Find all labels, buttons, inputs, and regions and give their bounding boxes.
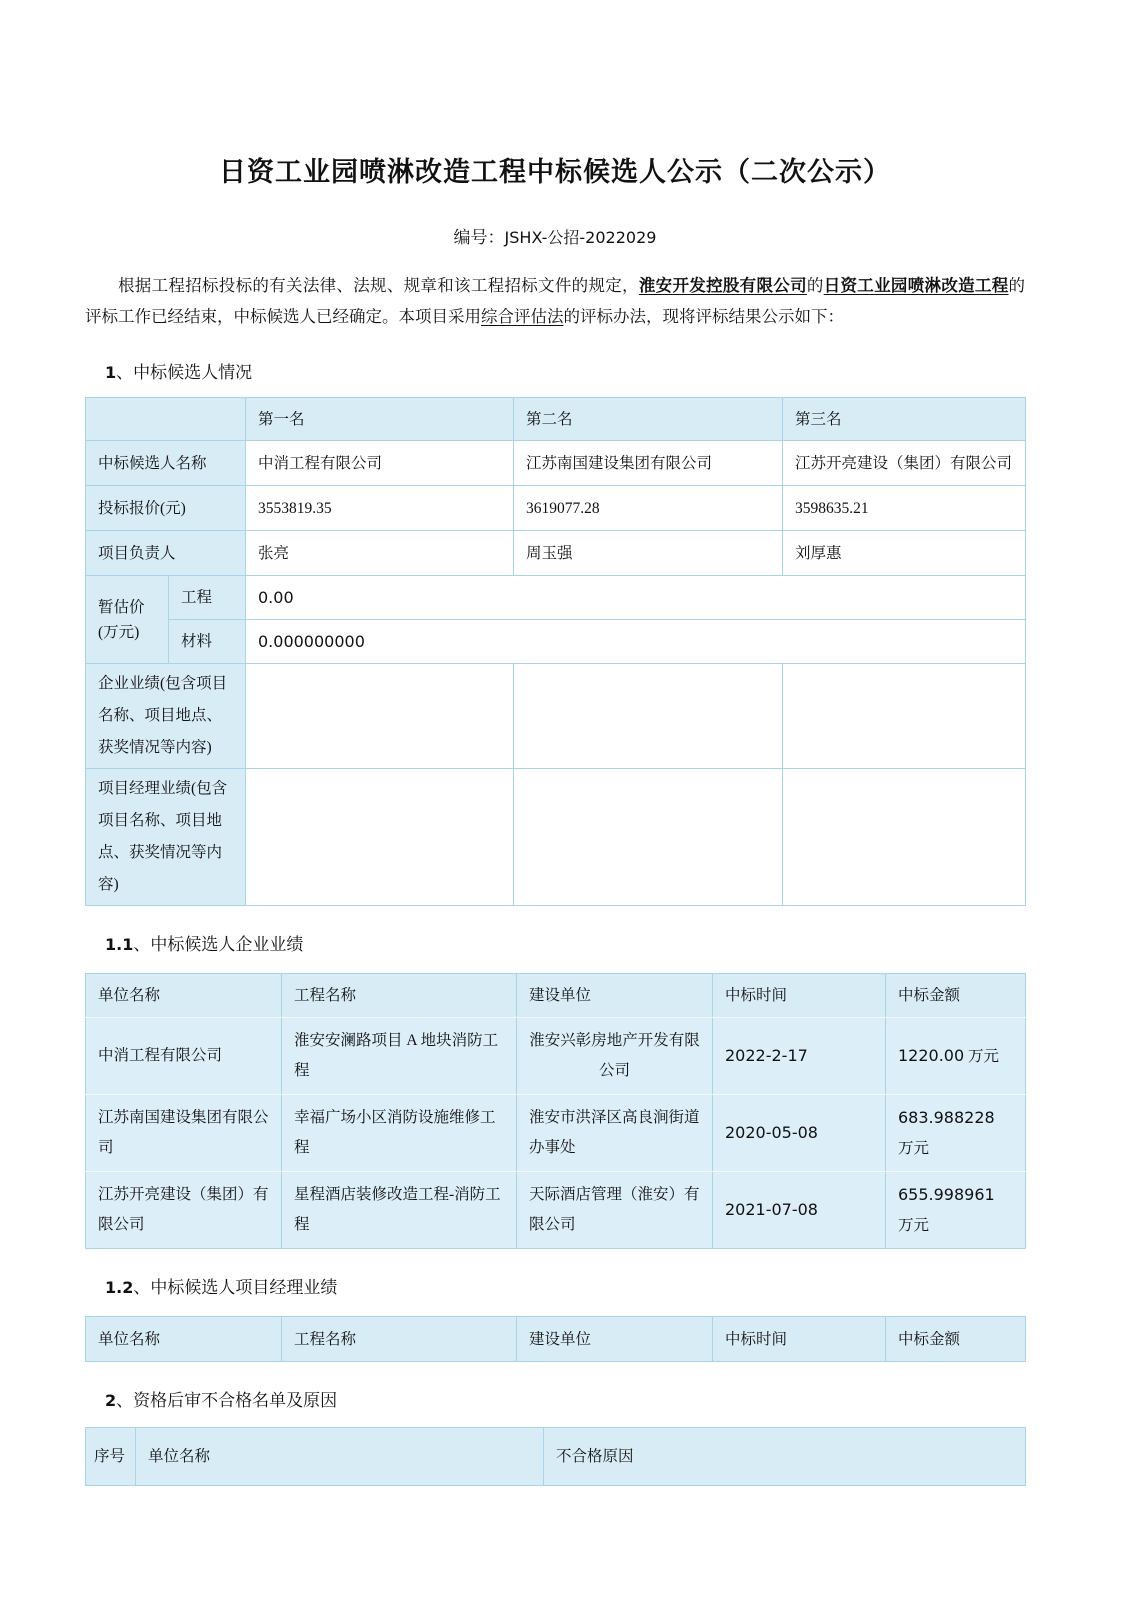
section-1-number: 1 [105,363,117,382]
col-header-index: 序号 [86,1428,136,1486]
bid-price-row [86,486,1026,531]
row-label-project-leader: 项目负责人 [86,531,246,576]
col-header-builder-2: 建设单位 [517,1317,713,1362]
col-header-amount: 中标金额 [886,974,1026,1018]
page-title: 日资工业园喷淋改造工程中标候选人公示（二次公示） [219,157,891,187]
section-1-1-number: 1.1 [105,935,134,954]
estimate-sub-label-engineering: 工程 [169,576,246,620]
candidate-2-enterprise-performance [514,664,783,769]
section-1-heading [105,358,1025,383]
intro-text-3: 的评标工作已经结束，中标候选人已经确定。本项目采用 [85,276,1026,326]
col-header-date: 中标时间 [713,974,886,1018]
performance-row-3 [86,1172,1026,1249]
manager-performance-row [86,769,1026,906]
performance-3-project: 星程酒店装修改造工程-消防工程 [282,1172,517,1249]
section-1-2-heading [105,1273,1025,1298]
performance-1-amount-value: 1220.00 [898,1045,965,1065]
candidate-2-price: 3619077.28 [514,486,783,531]
performance-row-1 [86,1018,1026,1095]
document-number [85,223,1025,248]
candidate-3-enterprise-performance [783,664,1026,769]
performance-2-project: 幸福广场小区消防设施维修工程 [282,1095,517,1172]
candidate-1-enterprise-performance [246,664,514,769]
candidate-2-name: 江苏南国建设集团有限公司 [514,441,783,486]
performance-1-amount-unit: 万元 [968,1047,1000,1065]
section-2-number: 2 [105,1391,117,1410]
estimate-engineering-value: 0.00 [246,576,1026,620]
row-label-enterprise-performance: 企业业绩(包含项目名称、项目地点、获奖情况等内容) [86,664,246,769]
section-2-title: 、资格后审不合格名单及原因 [116,1391,338,1410]
section-1-title: 、中标候选人情况 [116,363,253,382]
col-header-disqualified-company: 单位名称 [136,1428,544,1486]
tenderer-name-underlined: 淮安开发控股有限公司 [638,276,807,295]
performance-3-amount-value: 655.998961 [898,1184,995,1204]
section-1-1-heading [105,930,1025,955]
disqualified-header-row [86,1428,1026,1486]
performance-2-amount [886,1095,1026,1172]
project-name-underlined: 日资工业园喷淋改造工程 [823,276,1009,295]
performance-2-amount-unit: 万元 [898,1139,930,1157]
intro-text-2: 的 [806,276,824,295]
manager-performance-table [85,1316,1026,1362]
disqualified-table [85,1427,1026,1486]
performance-row-2 [86,1095,1026,1172]
performance-3-builder: 天际酒店管理（淮安）有限公司 [517,1172,713,1249]
row-label-estimate [86,576,169,664]
candidate-1-leader: 张亮 [246,531,514,576]
performance-1-company: 中消工程有限公司 [86,1018,282,1095]
rank3-header: 第三名 [783,398,1026,441]
candidate-2-manager-performance [514,769,783,906]
project-leader-row [86,531,1026,576]
candidate-name-row [86,441,1026,486]
candidate-3-manager-performance [783,769,1026,906]
col-header-project: 工程名称 [282,974,517,1018]
col-header-builder: 建设单位 [517,974,713,1018]
estimate-engineering-row [86,576,1026,620]
candidates-header-row [86,398,1026,441]
performance-2-company: 江苏南国建设集团有限公司 [86,1095,282,1172]
performance-3-amount-unit: 万元 [898,1216,930,1234]
rank1-header: 第一名 [246,398,514,441]
notice-document [85,0,1025,1486]
estimate-sub-label-material: 材料 [169,620,246,664]
col-header-company: 单位名称 [86,974,282,1018]
enterprise-performance-header-row [86,974,1026,1018]
candidate-1-manager-performance [246,769,514,906]
candidate-3-leader: 刘厚惠 [783,531,1026,576]
performance-3-amount [886,1172,1026,1249]
performance-2-builder: 淮安市洪泽区高良涧街道办事处 [517,1095,713,1172]
rank2-header: 第二名 [514,398,783,441]
enterprise-performance-row [86,664,1026,769]
col-header-date-2: 中标时间 [713,1317,886,1362]
intro-text-1: 根据工程招标投标的有关法律、法规、规章和该工程招标文件的规定， [118,276,639,295]
corner-cell [86,398,246,441]
section-2-heading [105,1386,1025,1411]
intro-text-4: 的评标办法，现将评标结果公示如下： [563,307,844,326]
col-header-company-2: 单位名称 [86,1317,282,1362]
section-1-2-title: 、中标候选人项目经理业绩 [133,1278,338,1297]
section-1-1-title: 、中标候选人企业业绩 [133,935,304,954]
candidate-2-leader: 周玉强 [514,531,783,576]
performance-1-project: 淮安安澜路项目 A 地块消防工程 [282,1018,517,1095]
row-label-bid-price: 投标报价(元) [86,486,246,531]
col-header-reason: 不合格原因 [544,1428,1026,1486]
candidates-table [85,397,1026,906]
document-number-value: JSHX-公招-2022029 [504,228,657,247]
performance-1-builder: 淮安兴彰房地产开发有限公司 [517,1018,713,1095]
section-1-2-number: 1.2 [105,1278,134,1297]
performance-2-amount-value: 683.988228 [898,1107,995,1127]
performance-3-date: 2021-07-08 [713,1172,886,1249]
estimate-label-line2: (万元) [98,623,140,641]
candidate-1-price: 3553819.35 [246,486,514,531]
row-label-candidate-name: 中标候选人名称 [86,441,246,486]
col-header-amount-2: 中标金额 [886,1317,1026,1362]
col-header-project-2: 工程名称 [282,1317,517,1362]
document-number-label: 编号： [453,228,505,247]
performance-2-date: 2020-05-08 [713,1095,886,1172]
performance-1-date: 2022-2-17 [713,1018,886,1095]
estimate-label-line1: 暂估价 [98,598,145,616]
enterprise-performance-table [85,973,1026,1249]
evaluation-method-underlined: 综合评估法 [481,307,564,326]
estimate-material-value: 0.000000000 [246,620,1026,664]
candidate-3-name: 江苏开亮建设（集团）有限公司 [783,441,1026,486]
candidate-3-price: 3598635.21 [783,486,1026,531]
estimate-material-row [86,620,1026,664]
performance-3-company: 江苏开亮建设（集团）有限公司 [86,1172,282,1249]
manager-performance-header-row [86,1317,1026,1362]
row-label-manager-performance: 项目经理业绩(包含项目名称、项目地点、获奖情况等内容) [86,769,246,906]
intro-paragraph [85,270,1025,332]
performance-1-amount [886,1018,1026,1095]
candidate-1-name: 中消工程有限公司 [246,441,514,486]
